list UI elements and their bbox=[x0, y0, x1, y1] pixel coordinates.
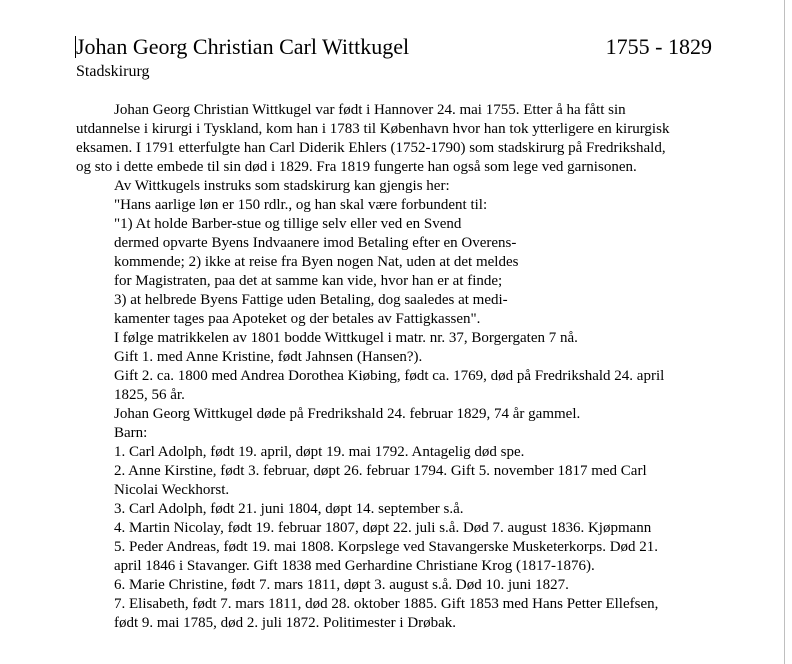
text-line: dermed opvarte Byens Indvaanere imod Betaling efter en Overens- bbox=[114, 235, 517, 251]
text-line: 6. Marie Christine, født 7. mars 1811, døpt 3. august s.å. Død 10. juni 1827. bbox=[114, 577, 569, 593]
document-body[interactable] bbox=[76, 101, 716, 633]
intro-line: eksamen. I 1791 etterfulgte han Carl Diderik Ehlers (1752-1790) som stadskirurg på Fredrikshald, bbox=[76, 140, 666, 156]
text-line: 3. Carl Adolph, født 21. juni 1804, døpt 14. september s.å. bbox=[114, 501, 464, 517]
text-line: I følge matrikkelen av 1801 bodde Wittkugel i matr. nr. 37, Borgergaten 7 nå. bbox=[114, 330, 578, 346]
text-line: Gift 2. ca. 1800 med Andrea Dorothea Kiøbing, født ca. 1769, død på Fredrikshald 24. april bbox=[114, 368, 665, 384]
intro-paragraph bbox=[76, 101, 716, 177]
intro-line: Johan Georg Christian Wittkugel var født i Hannover 24. mai 1755. Etter å ha fått sin bbox=[114, 102, 626, 118]
text-line: april 1846 i Stavanger. Gift 1838 med Gerhardine Christiane Krog (1817-1876). bbox=[114, 558, 595, 574]
text-line: kommende; 2) ikke at reise fra Byen nogen Nat, uden at det meldes bbox=[114, 254, 519, 270]
text-line: 5. Peder Andreas, født 19. mai 1808. Korpslege ved Stavangerske Musketerkorps. Død 21. bbox=[114, 539, 659, 555]
text-line: for Magistraten, paa det at samme kan vide, hvor han er at finde; bbox=[114, 273, 503, 289]
intro-line: og sto i dette embede til sin død i 1829. Fra 1819 fungerte han også som lege ved garnisonen. bbox=[76, 159, 637, 175]
intro-line: utdannelse i kirurgi i Tyskland, kom han i 1783 til København hvor han tok ytterligere en kirurgisk bbox=[76, 121, 670, 137]
text-line: kamenter tages paa Apoteket og der betales av Fattigkassen". bbox=[114, 311, 481, 327]
text-line: "Hans aarlige løn er 150 rdlr., og han skal være forbundent til: bbox=[114, 197, 488, 213]
text-line: 3) at helbrede Byens Fattige uden Betaling, dog saaledes at medi- bbox=[114, 292, 508, 308]
person-name[interactable]: Johan Georg Christian Carl Wittkugel bbox=[76, 34, 410, 59]
text-line: Gift 1. med Anne Kristine, født Jahnsen (Hansen?). bbox=[114, 349, 423, 365]
text-line: Barn: bbox=[114, 425, 148, 441]
text-line: 1825, 56 år. bbox=[114, 387, 185, 403]
text-line: 7. Elisabeth, født 7. mars 1811, død 28. oktober 1885. Gift 1853 med Hans Petter Ellefsen, bbox=[114, 596, 659, 612]
text-line: Nicolai Weckhorst. bbox=[114, 482, 230, 498]
text-line: Av Wittkugels instruks som stadskirurg kan gjengis her: bbox=[114, 178, 450, 194]
text-line: 1. Carl Adolph, født 19. april, døpt 19. mai 1792. Antagelig død spe. bbox=[114, 444, 525, 460]
life-years[interactable]: 1755 - 1829 bbox=[605, 34, 712, 59]
text-line: 4. Martin Nicolay, født 19. februar 1807, døpt 22. juli s.å. Død 7. august 1836. Kjøpmann bbox=[114, 520, 652, 536]
text-line: født 9. mai 1785, død 2. juli 1872. Politimester i Drøbak. bbox=[114, 615, 457, 631]
text-line: Johan Georg Wittkugel døde på Fredrikshald 24. februar 1829, 74 år gammel. bbox=[114, 406, 581, 422]
document-title-row bbox=[76, 33, 712, 61]
text-line: "1) At holde Barber-stue og tillige selv eller ved en Svend bbox=[114, 216, 462, 232]
text-line: 2. Anne Kirstine, født 3. februar, døpt 26. februar 1794. Gift 5. november 1817 med Carl bbox=[114, 463, 647, 479]
body-paragraphs bbox=[114, 177, 716, 633]
person-title[interactable]: Stadskirurg bbox=[76, 63, 150, 80]
